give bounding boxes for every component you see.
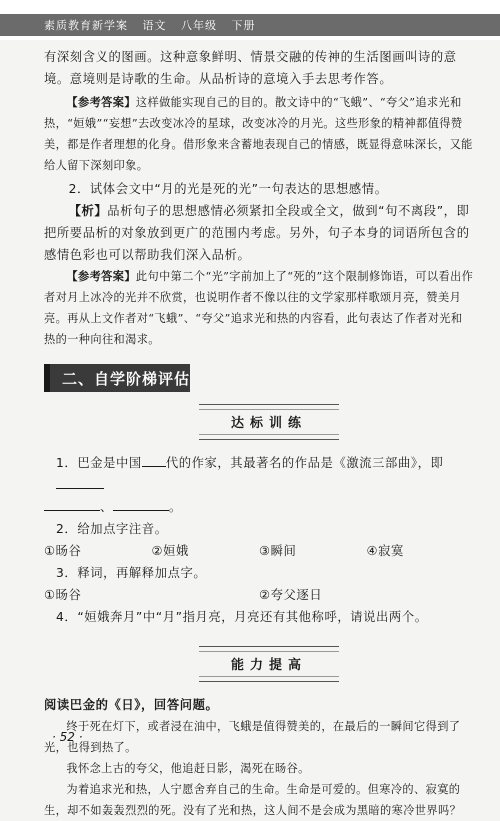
intro-paragraph: 有深刻含义的图画。这种意象鲜明、情景交融的传神的生活图画叫诗的意境。意境则是诗歌的生命。从品析诗的意境入手去思考作答。 (44, 50, 457, 86)
analysis (44, 200, 474, 266)
exercise-3-item: ①旸谷 (44, 588, 82, 602)
exercise-3-items (44, 584, 474, 606)
blank-era[interactable] (142, 454, 166, 467)
section-banner (44, 364, 474, 392)
analysis-tag: 【析】 (68, 204, 108, 218)
section-title: 二、自学阶梯评估 (62, 370, 191, 388)
page-body (44, 46, 474, 821)
reading-para-1: 终于死在灯下，或者浸在油中，飞蛾是值得赞美的，在最后的一瞬间它得到了光，也得到热了。 (44, 720, 461, 754)
page-header (0, 0, 500, 40)
subsection-ability (44, 646, 474, 680)
exercise-1 (44, 452, 474, 496)
question-2: 2．试体会文中“月的光是死的光”一句表达的思想感情。 (68, 182, 388, 196)
exercise-2: 2．给加点字注音。 (56, 522, 168, 536)
exercise-2-item: ①旸谷 (44, 544, 82, 558)
exercise-2-item: ③瞬间 (259, 544, 297, 558)
exercise-2-item: ④寂寞 (366, 544, 404, 558)
exercise-2-item: ②姮娥 (151, 544, 189, 558)
blank-work-2[interactable] (44, 498, 100, 511)
exercise-1-start: 1．巴金是中国 (56, 456, 142, 470)
exercise-4: 4．“姮娥奔月”中“月”指月亮，月亮还有其他称呼，请说出两个。 (56, 610, 428, 624)
answer-1-text: 这样做能实现自己的目的。散文诗中的“飞蛾”、“夸父”追求光和热，“姮娥”“妄想”去改变冰冷的星球，改变冰冷的月光。这些形象的精神都值得赞美，都是作者理想的化身。借形象来含蓄地表现自己的情感，既显得意味深长，又能给人留下深刻印象。 (44, 96, 473, 172)
analysis-text: 品析句子的思想感情必须紧扣全段或全文，做到“句不离段”，即把所要品析的对象放到更广的范围内考虑。另外，句子本身的词语所包含的感情色彩也可以帮助我们深入品析。 (44, 204, 470, 262)
volume: 下册 (231, 19, 256, 32)
exercise-1-continued (44, 496, 474, 518)
answer-2-text: 此句中第二个“光”字前加上了“死的”这个限制修饰语，可以看出作者对月上冰冷的光并不欣赏，也说明作者不像以往的文学家那样歌颂月亮，赞美月亮。再从上文作者对“飞蛾”、“夸父”追求光和热的内容看，此句表达了作者对光和热的一种向往和渴求。 (44, 270, 474, 346)
subsection-title: 达标训练 (230, 416, 307, 431)
blank-work-3[interactable] (113, 498, 169, 511)
answer-2-tag: 【参考答案】 (66, 269, 136, 283)
exercise-2-items (44, 540, 474, 562)
blank-work-1[interactable] (56, 476, 104, 489)
exercise-1-end: 。 (168, 500, 182, 514)
reading-prompt: 阅读巴金的《日》，回答问题。 (44, 698, 219, 712)
exercise-1-mid: 代的作家，其最著名的作品是《激流三部曲》，即 (165, 456, 444, 470)
answer-2 (44, 266, 474, 350)
exercise-1-sep1: 、 (100, 500, 113, 514)
page-number: · 52 · (52, 730, 83, 744)
answer-1-tag: 【参考答案】 (66, 95, 136, 109)
subsection-standard-training (44, 404, 474, 438)
subject: 语文 (142, 19, 167, 32)
exercise-3: 3．释词，再解释加点字。 (56, 566, 207, 580)
book-title: 素质教育新学案 (44, 19, 128, 32)
exercise-3-item: ②夸父逐日 (259, 588, 323, 602)
subsection-title: 能力提高 (230, 658, 307, 673)
reading-para-2: 我怀念上古的夸父，他追赶日影，渴死在旸谷。 (66, 762, 310, 775)
header-text (44, 17, 266, 33)
answer-1 (44, 92, 474, 176)
grade: 八年级 (181, 19, 217, 32)
reading-para-3: 为着追求光和热，人宁愿舍弃自己的生命。生命是可爱的。但寒冷的、寂寞的生，却不如轰轰烈烈的死。没有了光和热，这人间不是会成为黑暗的寒冷世界吗？ (44, 783, 462, 817)
